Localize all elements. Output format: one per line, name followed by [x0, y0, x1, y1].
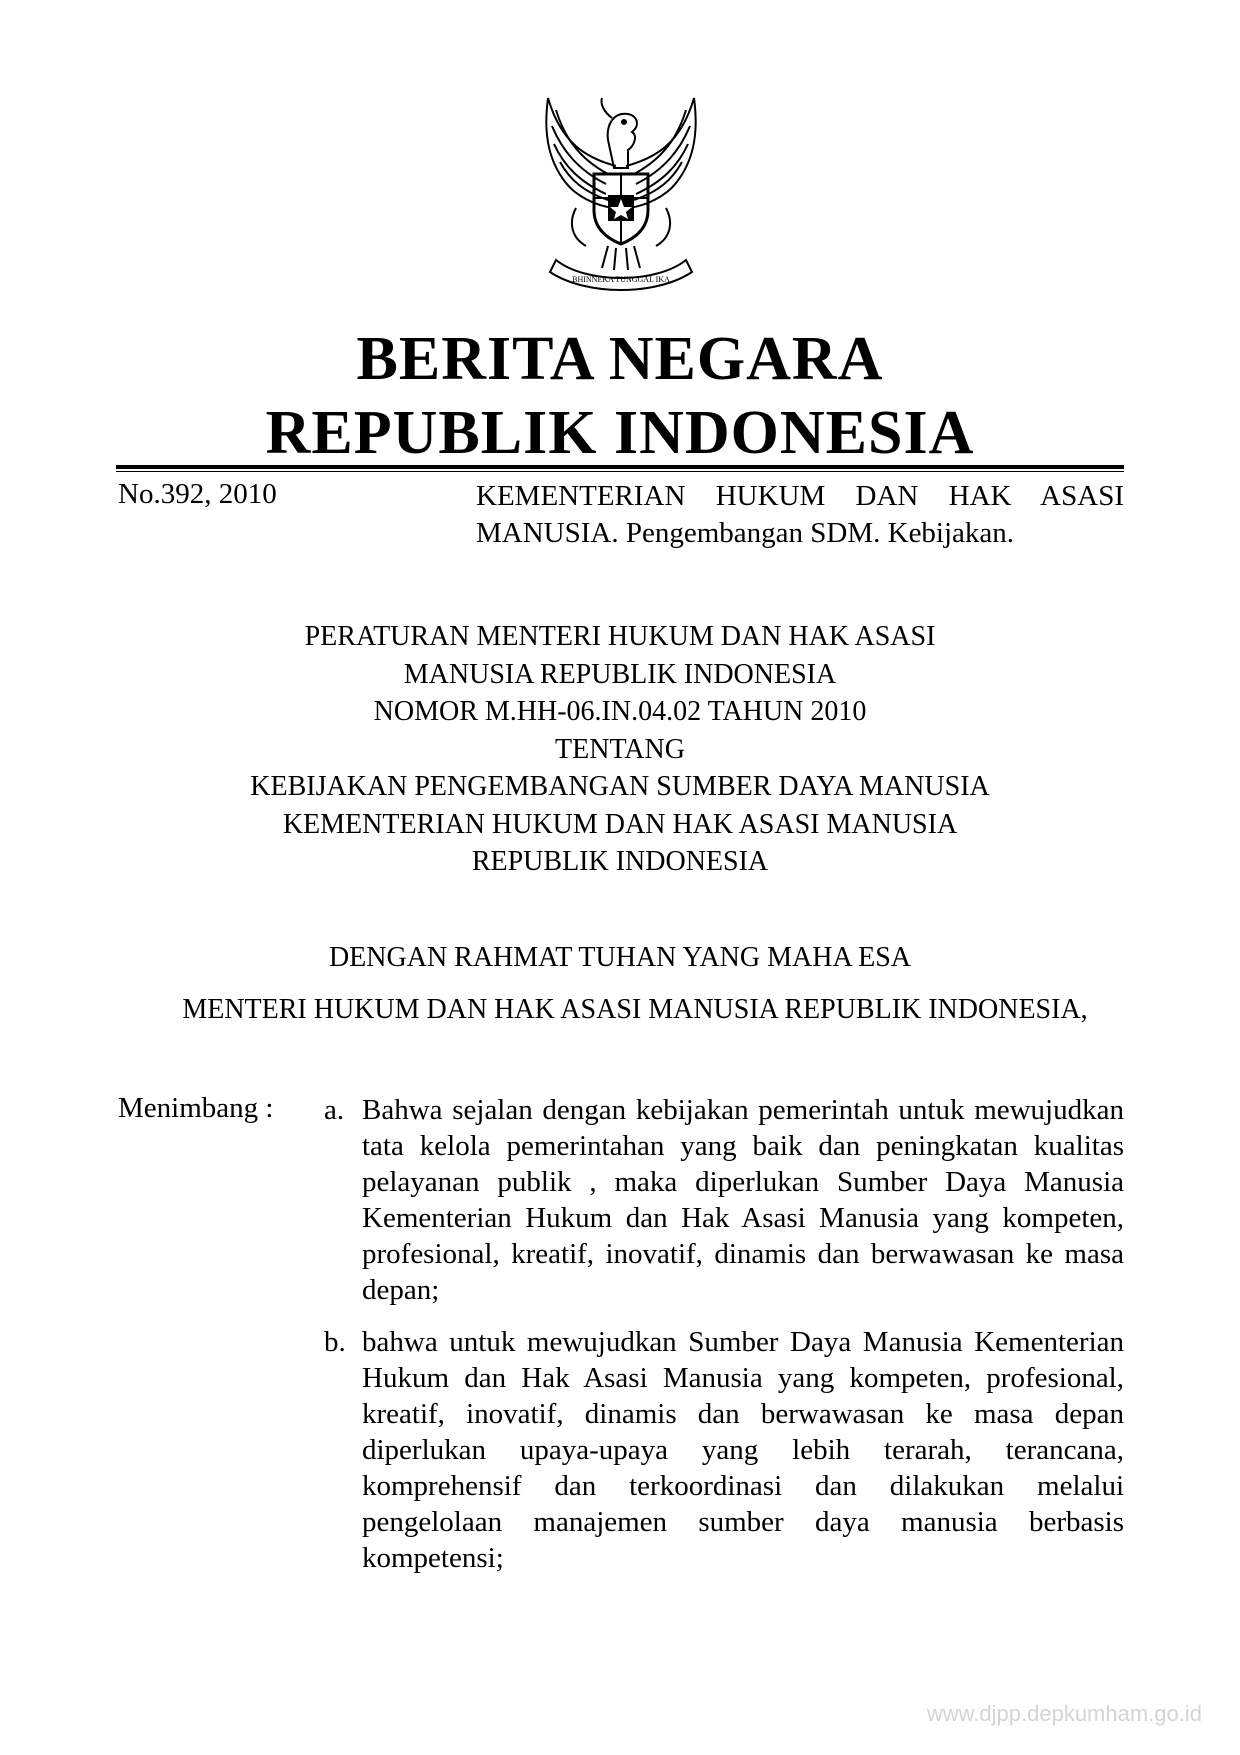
subject-line: MANUSIA. Pengembangan SDM. Kebijakan.: [476, 517, 1015, 549]
consideration-item: [324, 1324, 1124, 1576]
considerations-list: [324, 1092, 1124, 1592]
opening-line: MENTERI HUKUM DAN HAK ASASI MANUSIA REPUBLIK INDONESIA,: [182, 994, 1088, 1025]
item-text: bahwa untuk mewujudkan Sumber Daya Manusia Kementerian Hukum dan Hak Asasi Manusia yang kompeten, profesional, kreatif, inovatif, dinamis dan berwawasan ke masa depan diperlukan upaya-upaya yang lebih terarah, terancana, komprehensif dan terkoordinasi dan dilakukan melalui pengelolaan manajemen sumber daya manusia berbasis kompetensi;: [362, 1326, 1124, 1574]
title-line: NOMOR M.HH-06.IN.04.02 TAHUN 2010: [373, 696, 867, 727]
gazette-country: REPUBLIK INDONESIA: [265, 399, 975, 467]
item-marker: b.: [324, 1326, 346, 1358]
considerations-label: Menimbang :: [118, 1092, 274, 1124]
title-line: MANUSIA REPUBLIK INDONESIA: [403, 658, 837, 690]
consideration-item: [324, 1092, 1124, 1308]
opening-formula: [0, 932, 1240, 1036]
masthead-rule: [116, 465, 1124, 472]
motto-text: BHINNEKA TUNGGAL IKA: [572, 275, 670, 284]
item-text: Bahwa sejalan dengan kebijakan pemerintah untuk mewujudkan tata kelola pemerintahan yang baik dan peningkatan kualitas pelayanan publik , maka diperlukan Sumber Daya Manusia Kementerian Hukum dan Hak Asasi Manusia yang kompeten, profesional, kreatif, inovatif, dinamis dan berwawasan ke masa depan;: [362, 1094, 1124, 1306]
gazette-number: No.392, 2010: [118, 478, 277, 510]
opening-line: DENGAN RAHMAT TUHAN YANG MAHA ESA: [328, 942, 912, 973]
title-line: PERATURAN MENTERI HUKUM DAN HAK ASASI: [304, 621, 936, 652]
watermark-url: www.djpp.depkumham.go.id: [926, 1701, 1202, 1726]
subject-line: KEMENTERIAN HUKUM DAN HAK ASASI: [476, 480, 1124, 512]
gazette-title: BERITA NEGARA: [356, 325, 884, 393]
title-line: REPUBLIK INDONESIA: [471, 846, 769, 877]
garuda-emblem: [516, 88, 726, 298]
regulation-title: [0, 618, 1240, 881]
gazette-subject: [476, 478, 1124, 552]
title-line: KEBIJAKAN PENGEMBANGAN SUMBER DAYA MANUSIA: [250, 771, 990, 802]
title-line: KEMENTERIAN HUKUM DAN HAK ASASI MANUSIA: [282, 808, 958, 840]
title-line: TENTANG: [555, 733, 685, 765]
item-marker: a.: [324, 1094, 345, 1126]
